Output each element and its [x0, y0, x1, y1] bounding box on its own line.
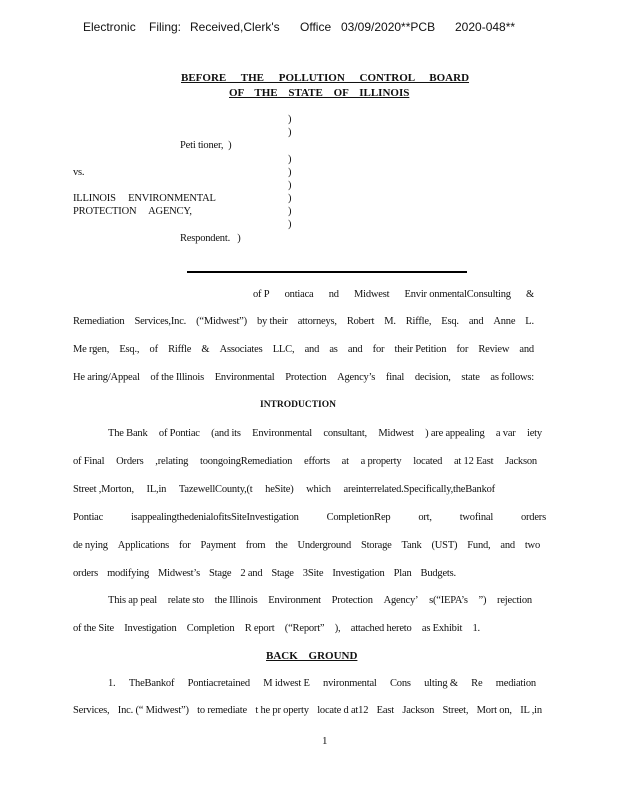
- intro-line-4: He aring/Appeal of the Illinois Environmental Protection Agency’s final decision, state as follows:: [73, 372, 534, 383]
- background-para-line-2: Services, Inc. (“ Midwest”) to remediate t he pr operty locate d at12 East Jackson Street, Mort on, IL ,in: [73, 705, 542, 716]
- intro-line-2: Remediation Services,Inc. (“Midwest”) by their attorneys, Robert M. Riffle, Esq. and Anne L.: [73, 316, 534, 327]
- appeal-para-line-2: of the Site Investigation Completion R eport (“Report” ), attached hereto as Exhibit 1.: [73, 623, 480, 634]
- filing-stamp-case-number: 2020-048**: [455, 20, 516, 34]
- filing-stamp-filing: Filing:: [149, 20, 182, 34]
- section-heading-background: BACK GROUND: [266, 650, 358, 662]
- intro-para-line-1: The Bank of Pontiac (and its Environmental consultant, Midwest ) are appealing a var iety: [108, 428, 542, 439]
- intro-line-1: of P ontiaca nd Midwest Envir onmentalConsulting &: [253, 289, 534, 300]
- caption-paren: ): [288, 167, 292, 178]
- caption-respondent: Respondent. ): [180, 233, 241, 244]
- filing-stamp-date: 03/09/2020**PCB: [341, 20, 436, 34]
- caption-paren: ): [288, 154, 292, 165]
- intro-para-line-6: orders modifying Midwest’s Stage 2 and Stage 3Site Investigation Plan Budgets.: [73, 568, 456, 579]
- caption-vs: vs.: [73, 167, 85, 178]
- caption-paren: ): [288, 127, 292, 138]
- filing-stamp-office: Office: [300, 20, 332, 34]
- caption-paren: ): [288, 114, 292, 125]
- intro-para-line-4: Pontiac isappealingthedenialofitsSiteInvestigation CompletionRep ort, twofinal orders: [73, 512, 546, 523]
- intro-para-line-2: of Final Orders ,relating toongoingRemediation efforts at a property located at 12 East Jackson: [73, 456, 537, 467]
- caption-respondent-name-2: PROTECTION AGENCY,: [73, 206, 192, 217]
- section-heading-introduction: INTRODUCTION: [260, 400, 337, 410]
- filing-stamp-electronic: Electronic: [83, 20, 136, 34]
- caption-petitioner: Peti tioner, ): [180, 140, 232, 151]
- appeal-para-line-1: This ap peal relate sto the Illinois Environment Protection Agency’ s(“IEPA’s ”) rejection: [108, 595, 532, 606]
- caption-paren: ): [288, 180, 292, 191]
- filing-stamp-received: Received,Clerk's: [190, 20, 280, 34]
- caption-rule: [187, 271, 467, 273]
- caption-title-line1: BEFORE THE POLLUTION CONTROL BOARD: [181, 72, 470, 84]
- caption-paren: ): [288, 219, 292, 230]
- background-para-line-1: 1. TheBankof Pontiacretained M idwest E nvironmental Cons ulting & Re mediation: [108, 678, 536, 689]
- caption-paren: ): [288, 193, 292, 204]
- caption-title-line2: OF THE STATE OF ILLINOIS: [229, 87, 410, 99]
- caption-respondent-name-1: ILLINOIS ENVIRONMENTAL: [73, 193, 216, 204]
- page-number: 1: [322, 735, 328, 747]
- intro-para-line-5: de nying Applications for Payment from the Underground Storage Tank (UST) Fund, and two: [73, 540, 540, 551]
- intro-para-line-3: Street ,Morton, IL,in TazewellCounty,(t heSite) which areinterrelated.Specifically,theBankof: [73, 484, 495, 495]
- caption-paren: ): [288, 206, 292, 217]
- intro-line-3: Me rgen, Esq., of Riffle & Associates LLC, and as and for their Petition for Review and: [73, 344, 534, 355]
